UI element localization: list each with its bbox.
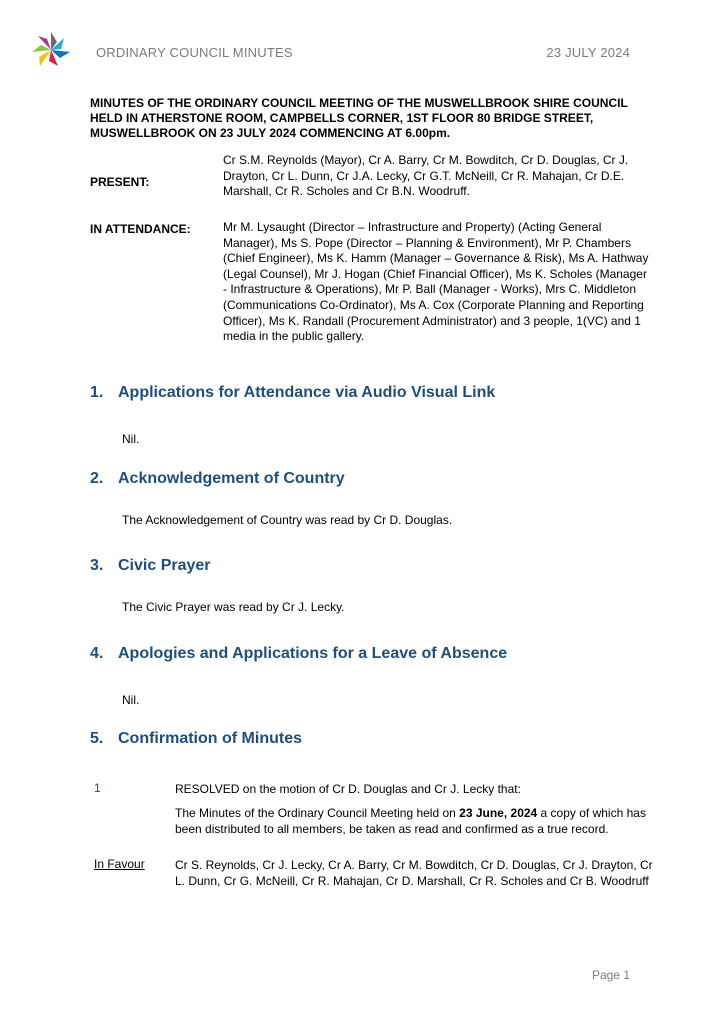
minutes-text-pre: The Minutes of the Ordinary Council Meeting held on xyxy=(175,806,460,820)
section-number: 5. xyxy=(90,730,104,747)
in-favour-list: Cr S. Reynolds, Cr J. Lecky, Cr A. Barry, Cr M. Bowditch, Cr D. Douglas, Cr J. Drayton, Cr L. Dunn, Cr G. McNeill, Cr R. Mahajan, Cr D. Marshall, Cr R. Scholes and Cr B. Woodruff xyxy=(175,858,653,888)
header-date: 23 JULY 2024 xyxy=(546,45,630,60)
section-title: Acknowledgement of Country xyxy=(118,470,345,487)
section-title: Civic Prayer xyxy=(118,557,211,574)
section-number: 3. xyxy=(90,557,104,574)
section-heading-5 xyxy=(90,730,302,748)
resolution-minutes-text xyxy=(175,805,660,837)
section-number: 2. xyxy=(90,470,104,487)
section-body-1: Nil. xyxy=(122,432,140,446)
resolution-motion: RESOLVED on the motion of Cr D. Douglas and Cr J. Lecky that: xyxy=(175,782,521,796)
section-title: Applications for Attendance via Audio Visual Link xyxy=(118,384,496,401)
section-number: 1. xyxy=(90,384,104,401)
attendance-list: Mr M. Lysaught (Director – Infrastructure and Property) (Acting General Manager), Ms S. Pope (Director – Planning & Environment), Mr P. Chambers (Chief Engineer), Ms K. Hamm (Manager – Governance & Risk), Ms A. Hathway (Legal Counsel), Mr J. Hogan (Chief Financial Officer), Ms K. Scholes (Manager - Infrastructure & Operations), Mr P. Ball (Manager - Works), Mrs C. Middleton (Communications Co-Ordinator), Ms A. Cox (Corporate Planning and Reporting Officer), Ms K. Randall (Procurement Administrator) and 3 people, 1(VC) and 1 media in the public gallery. xyxy=(223,220,649,344)
page-number: Page 1 xyxy=(591,968,630,982)
attendance-label: IN ATTENDANCE: xyxy=(90,222,191,236)
section-heading-4 xyxy=(90,645,507,663)
section-heading-3 xyxy=(90,557,211,575)
present-label: PRESENT: xyxy=(90,175,150,189)
present-list: Cr S.M. Reynolds (Mayor), Cr A. Barry, Cr M. Bowditch, Cr D. Douglas, Cr J. Drayton, Cr L. Dunn, Cr J.A. Lecky, Cr G.T. McNeill, Cr R. Mahajan, Cr D.E. Marshall, Cr R. Scholes and Cr B.N. Woodruff. xyxy=(223,153,629,199)
section-title: Confirmation of Minutes xyxy=(118,730,302,747)
section-body-3: The Civic Prayer was read by Cr J. Lecky. xyxy=(122,600,345,614)
section-heading-2 xyxy=(90,470,345,488)
section-title: Apologies and Applications for a Leave of Absence xyxy=(118,645,508,662)
section-body-4: Nil. xyxy=(122,693,140,707)
header-title: ORDINARY COUNCIL MINUTES xyxy=(96,45,293,60)
minutes-text-post: a copy of which has been distributed to all members, be taken as read and confirmed as a true record. xyxy=(175,806,646,836)
meeting-title: MINUTES OF THE ORDINARY COUNCIL MEETING OF THE MUSWELLBROOK SHIRE COUNCIL HELD IN ATHERSTONE ROOM, CAMPBELLS CORNER, 1ST FLOOR 80 BRIDGE STREET, MUSWELLBROOK ON 23 JULY 2024 COMMENCING AT 6.00pm. xyxy=(90,96,628,140)
council-logo-icon xyxy=(30,30,72,70)
resolution-number: 1 xyxy=(94,781,101,795)
section-heading-1 xyxy=(90,384,495,402)
in-favour-label: In Favour xyxy=(94,857,145,871)
minutes-date: 23 June, 2024 xyxy=(459,806,538,820)
section-body-2: The Acknowledgement of Country was read by Cr D. Douglas. xyxy=(122,513,453,527)
section-number: 4. xyxy=(90,645,104,662)
